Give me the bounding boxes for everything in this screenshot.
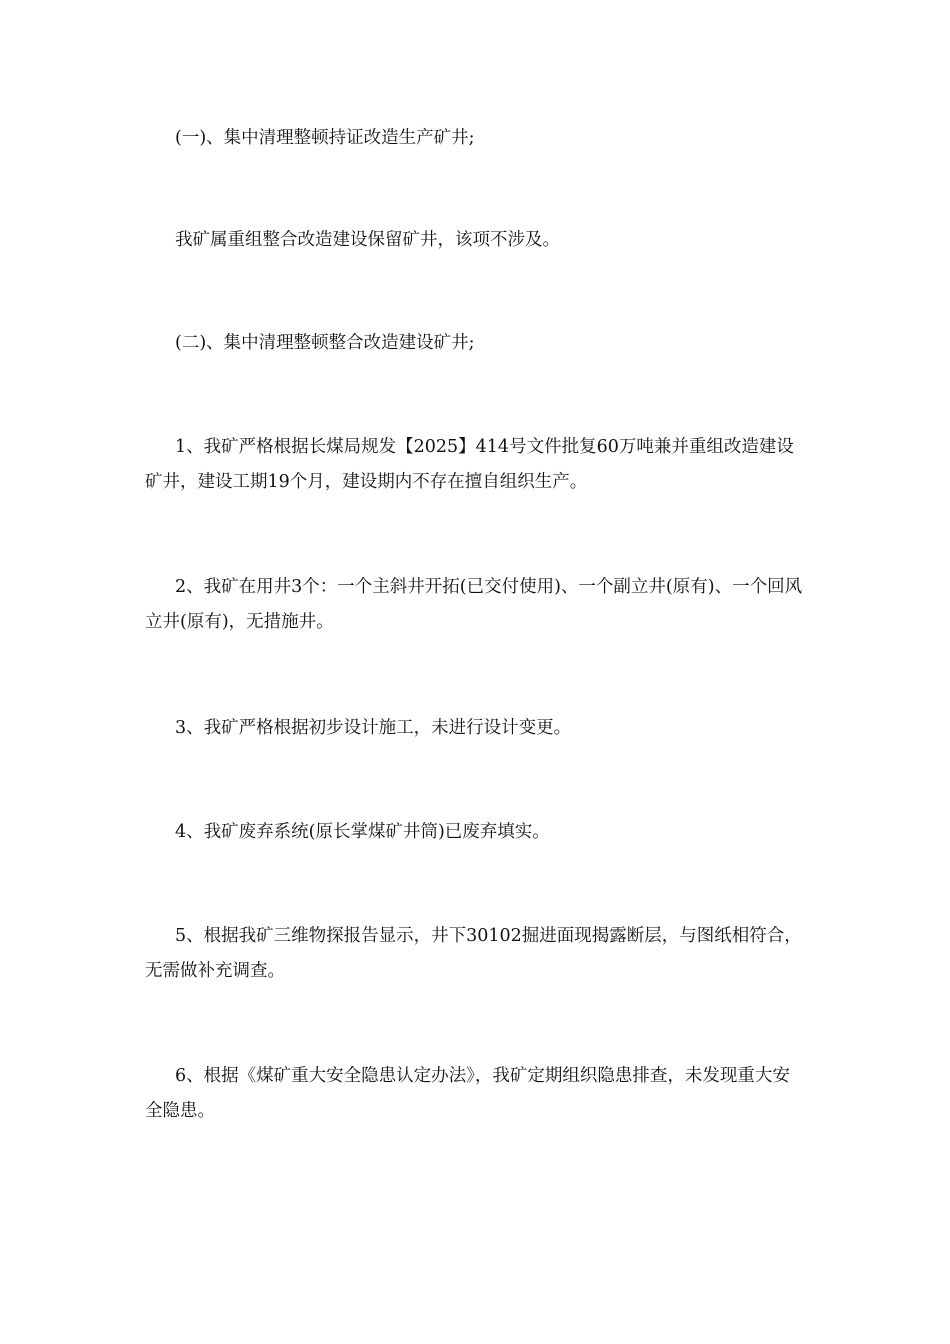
list-item-4: 4、我矿废弃系统(原长掌煤矿井筒)已废弃填实。 xyxy=(175,822,550,842)
section-heading-2: (二)、集中清理整顿整合改造建设矿井; xyxy=(175,333,475,353)
list-item-2: 2、我矿在用井3个：一个主斜井开拓(已交付使用)、一个副立井(原有)、一个回风立井(原有)，无措施井。 xyxy=(145,577,803,632)
list-item-3: 3、我矿严格根据初步设计施工，未进行设计变更。 xyxy=(175,718,572,738)
paragraph: 我矿属重组整合改造建设保留矿井，该项不涉及。 xyxy=(175,230,560,250)
section-heading-1: (一)、集中清理整顿持证改造生产矿井; xyxy=(175,128,475,148)
list-item-5: 5、根据我矿三维物探报告显示，井下30102掘进面现揭露断层，与图纸相符合，无需做补充调查。 xyxy=(145,926,802,981)
list-item-1: 1、我矿严格根据长煤局规发【2025】414号文件批复60万吨兼并重组改造建设矿井，建设工期19个月，建设期内不存在擅自组织生产。 xyxy=(145,437,794,492)
list-item-6: 6、根据《煤矿重大安全隐患认定办法》，我矿定期组织隐患排查，未发现重大安全隐患。 xyxy=(145,1066,790,1121)
